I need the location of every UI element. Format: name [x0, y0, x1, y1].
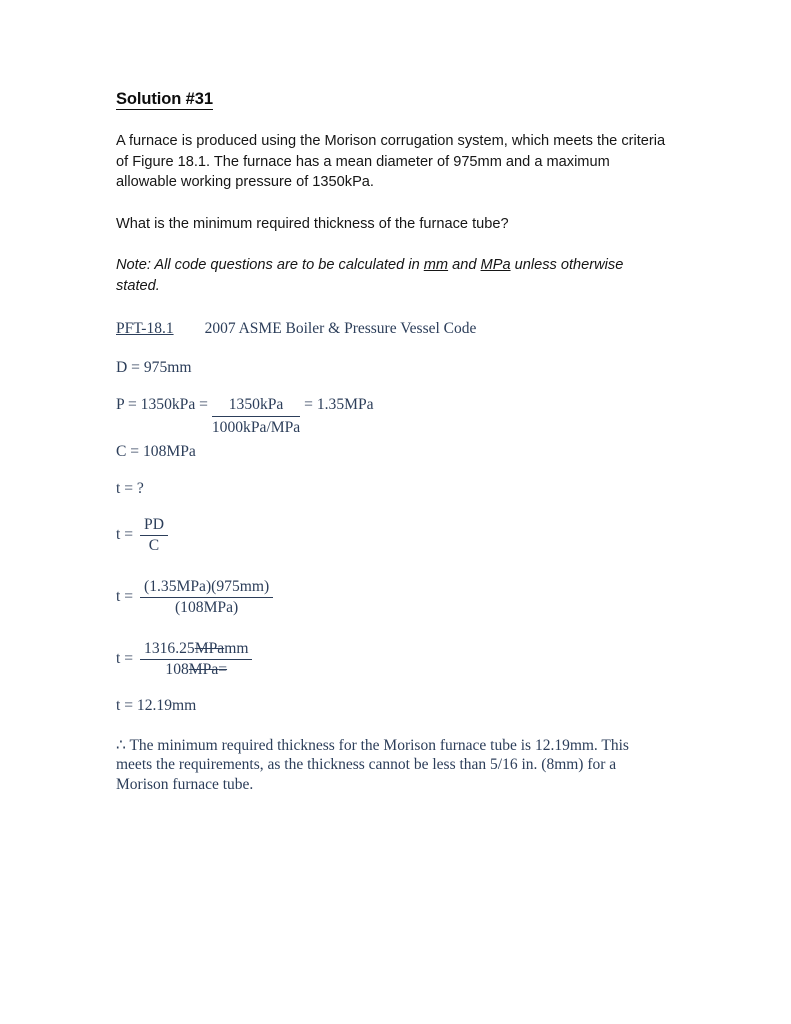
pressure-denominator: 1000kPa/MPa — [211, 419, 301, 436]
substitution-numerator: (1.35MPa)(975mm) — [144, 577, 270, 595]
given-unknown: t = ? — [116, 480, 144, 497]
reduction-fraction — [140, 640, 252, 679]
code-reference-gap — [174, 320, 205, 337]
formula-lhs: t = — [116, 526, 134, 544]
question-statement: What is the minimum required thickness of the furnace tube? — [116, 215, 509, 232]
pressure-fraction — [212, 395, 300, 438]
reduction-denominator — [161, 660, 231, 679]
note-statement — [116, 255, 668, 296]
formula-numerator: PD — [144, 516, 164, 533]
code-reference — [116, 320, 681, 338]
result-equation: t = 12.19mm — [116, 696, 197, 714]
pressure-numerator: 1350kPa — [212, 395, 300, 417]
formula-fraction — [140, 516, 168, 555]
code-reference-title: 2007 ASME Boiler & Pressure Vessel Code — [204, 320, 477, 337]
given-pressure-lead: P = 1350kPa = — [116, 396, 212, 413]
reduction-numerator — [140, 640, 252, 659]
note-unit-mm: mm — [423, 257, 449, 273]
substitution-fraction — [140, 578, 273, 617]
note-mid: and — [448, 257, 481, 273]
formula-denominator: C — [148, 536, 160, 554]
given-diameter: D = 975mm — [116, 359, 192, 376]
given-pressure-result: = 1.35MPa — [300, 396, 374, 413]
formula-equation — [116, 516, 681, 555]
reduction-numerator-unit: mm — [224, 639, 249, 657]
substitution-denominator: (108MPa) — [174, 598, 239, 616]
substitution-equation — [116, 578, 681, 617]
reduction-denominator-cancelled-unit: MPa — [188, 660, 219, 678]
conclusion-statement: ∴ The minimum required thickness for the Morison furnace tube is 12.19mm. This meets the requirements, as the thickness cannot be less than 5/16 in. (8mm) for a Morison furnace tube. — [116, 736, 629, 793]
problem-statement: A furnace is produced using the Morison corrugation system, which meets the criteria of Figure 18.1. The furnace has a mean diameter of 975mm and a maximum allowable working pressure of 1350kPa. — [116, 133, 666, 190]
reduction-denominator-trailing: = — [218, 660, 228, 678]
given-pressure — [116, 395, 681, 438]
substitution-lhs: t = — [116, 588, 134, 606]
reduction-denominator-value: 108 — [165, 660, 189, 678]
code-reference-tag: PFT-18.1 — [116, 320, 174, 337]
reduction-numerator-cancelled-unit: MPa — [194, 639, 225, 657]
note-tail: unless otherwise stated. — [116, 257, 624, 294]
page-title-text: Solution #31 — [116, 90, 213, 108]
reduction-equation — [116, 640, 681, 679]
reduction-numerator-value: 1316.25 — [144, 639, 195, 657]
note-lead: Note: All code questions are to be calculated in — [116, 257, 424, 273]
given-constant: C = 108MPa — [116, 443, 196, 460]
page-title — [116, 90, 681, 109]
note-unit-mpa: MPa — [480, 257, 511, 273]
reduction-lhs: t = — [116, 650, 134, 668]
